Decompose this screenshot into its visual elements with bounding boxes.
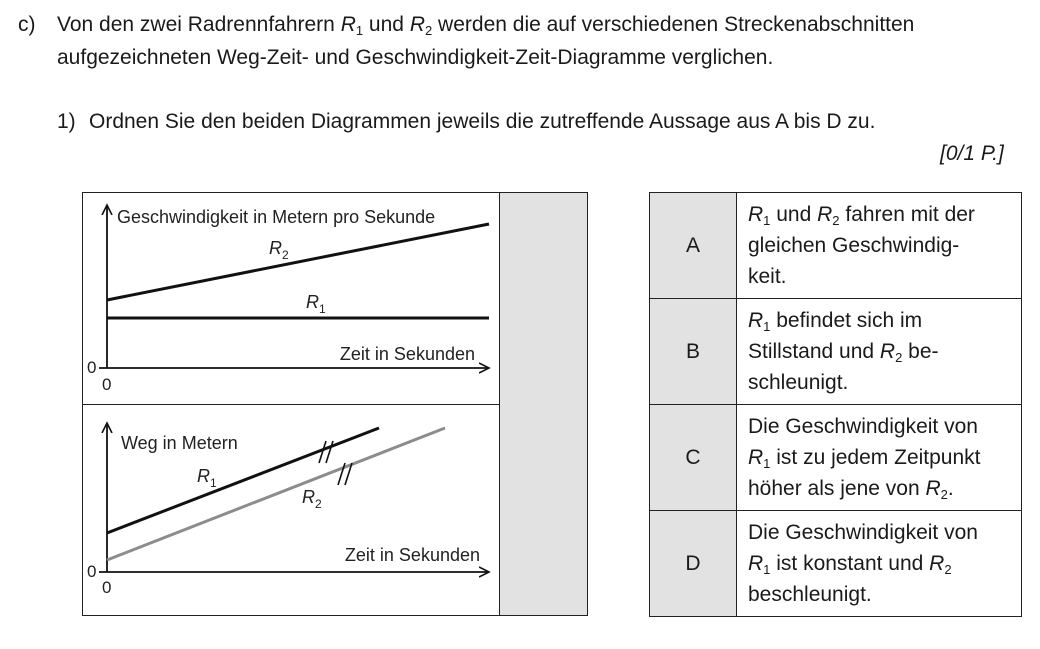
statement-letter: D (650, 511, 737, 617)
statement-line: schleunigt. (748, 371, 849, 394)
statement-letter: A (650, 193, 737, 299)
statement-line: $R_1$ ist zu jedem Zeitpunkt (748, 446, 981, 471)
series-label-r1: $R_1$ (197, 466, 217, 490)
task-text-line-1: Von den zwei Radrennfahrern $R_1$ und $R_2$ werden die auf verschiedenen Streckenabschnitten (57, 13, 915, 38)
task-label: c) (18, 13, 36, 36)
statement-line: Stillstand und $R_2$ be- (748, 340, 939, 365)
statement-row (650, 299, 1022, 405)
x-axis-label: Zeit in Sekunden (344, 545, 480, 565)
statement-line: $R_1$ und $R_2$ fahren mit der (748, 203, 975, 228)
series-label-r1: $R_1$ (306, 292, 326, 316)
series-line-r2 (107, 224, 489, 300)
statement-letter: B (650, 299, 737, 405)
series-label-r2: $R_2$ (302, 487, 322, 511)
axis-break-mark-r1 (319, 441, 333, 463)
statement-text (737, 299, 1022, 405)
statement-line: Die Geschwindigkeit von (748, 521, 978, 544)
statement-line: $R_1$ befindet sich im (748, 309, 923, 334)
series-label-r2: $R_2$ (269, 238, 289, 262)
statement-table (649, 192, 1022, 617)
statement-row (650, 405, 1022, 511)
statement-line: $R_1$ ist konstant und $R_2$ (748, 552, 952, 577)
task-text-line-2: aufgezeichneten Weg-Zeit- und Geschwindigkeit-Zeit-Diagramme verglichen. (57, 46, 774, 69)
statement-text (737, 511, 1022, 617)
distance-time-diagram (83, 405, 499, 615)
statement-line: beschleunigt. (748, 583, 872, 606)
statement-line: höher als jene von $R_2$. (748, 477, 954, 502)
answer-box-1[interactable] (500, 193, 587, 406)
statement-letter: C (650, 405, 737, 511)
statement-line: Die Geschwindigkeit von (748, 415, 978, 438)
statement-row (650, 193, 1022, 299)
statement-text (737, 193, 1022, 299)
velocity-time-diagram-cell (83, 193, 500, 405)
statement-row (650, 511, 1022, 617)
velocity-time-diagram (83, 193, 499, 405)
x-origin-label: 0 (102, 375, 112, 394)
y-axis-label: Weg in Metern (121, 433, 238, 453)
x-origin-label: 0 (102, 578, 112, 597)
y-origin-label: 0 (87, 562, 97, 581)
statement-line: keit. (748, 265, 787, 288)
diagram-table (82, 192, 588, 616)
y-origin-label: 0 (87, 358, 97, 377)
subtask-label: 1) (57, 110, 76, 133)
subtask-text: Ordnen Sie den beiden Diagrammen jeweils die zutreffende Aussage aus A bis D zu. (89, 110, 876, 133)
points-label: [0/1 P.] (940, 142, 1004, 165)
statement-text (737, 405, 1022, 511)
answer-box-2[interactable] (500, 405, 587, 615)
x-axis-label: Zeit in Sekunden (339, 344, 475, 364)
y-axis-label: Geschwindigkeit in Metern pro Sekunde (117, 207, 436, 227)
statement-line: gleichen Geschwindig- (748, 234, 960, 257)
distance-time-diagram-cell (83, 405, 500, 615)
